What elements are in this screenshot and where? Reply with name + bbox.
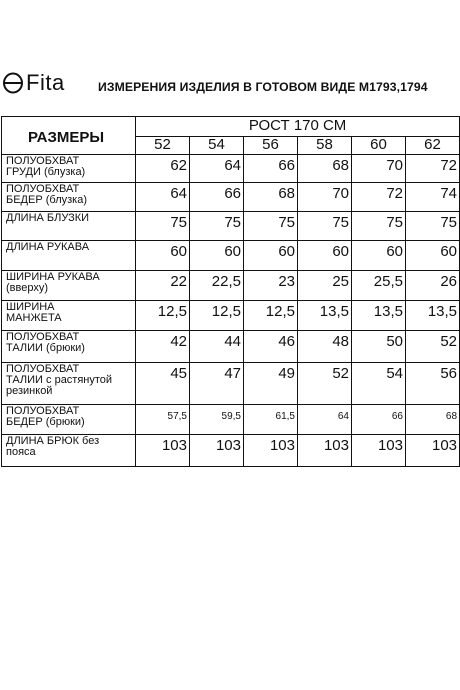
- value-cell: 68: [406, 405, 460, 435]
- header: [0, 70, 460, 100]
- value-cell: 47: [190, 363, 244, 405]
- value-cell: 60: [190, 241, 244, 271]
- value-cell: 64: [298, 405, 352, 435]
- value-cell: 64: [136, 183, 190, 212]
- size-number: 54: [190, 137, 244, 155]
- value-cell: 75: [406, 212, 460, 241]
- value-cell: 103: [244, 435, 298, 467]
- value-cell: 103: [190, 435, 244, 467]
- value-cell: 68: [298, 155, 352, 183]
- value-cell: 66: [352, 405, 406, 435]
- value-cell: 13,5: [406, 301, 460, 331]
- brand-logo: [2, 72, 65, 94]
- value-cell: 62: [136, 155, 190, 183]
- value-cell: 75: [244, 212, 298, 241]
- table-row: [2, 155, 460, 183]
- value-cell: 66: [190, 183, 244, 212]
- value-cell: 25,5: [352, 271, 406, 301]
- value-cell: 68: [244, 183, 298, 212]
- size-number: 56: [244, 137, 298, 155]
- value-cell: 74: [406, 183, 460, 212]
- value-cell: 75: [190, 212, 244, 241]
- value-cell: 22,5: [190, 271, 244, 301]
- value-cell: 103: [298, 435, 352, 467]
- value-cell: 13,5: [352, 301, 406, 331]
- value-cell: 72: [352, 183, 406, 212]
- size-number: 58: [298, 137, 352, 155]
- row-label: ПОЛУОБХВАТ ТАЛИИ (брюки): [2, 331, 136, 363]
- value-cell: 75: [298, 212, 352, 241]
- value-cell: 26: [406, 271, 460, 301]
- table-row: [2, 405, 460, 435]
- size-number: 52: [136, 137, 190, 155]
- value-cell: 103: [352, 435, 406, 467]
- value-cell: 22: [136, 271, 190, 301]
- row-label: ПОЛУОБХВАТ ГРУДИ (блузка): [2, 155, 136, 183]
- value-cell: 103: [406, 435, 460, 467]
- value-cell: 12,5: [190, 301, 244, 331]
- value-cell: 44: [190, 331, 244, 363]
- value-cell: 23: [244, 271, 298, 301]
- value-cell: 42: [136, 331, 190, 363]
- value-cell: 75: [136, 212, 190, 241]
- value-cell: 48: [298, 331, 352, 363]
- row-label: ДЛИНА БЛУЗКИ: [2, 212, 136, 241]
- value-cell: 52: [298, 363, 352, 405]
- growth-header: РОСТ 170 СМ: [136, 117, 460, 137]
- value-cell: 60: [136, 241, 190, 271]
- row-label: ШИРИНА РУКАВА (вверху): [2, 271, 136, 301]
- value-cell: 70: [352, 155, 406, 183]
- value-cell: 52: [406, 331, 460, 363]
- row-label: ДЛИНА БРЮК без пояса: [2, 435, 136, 467]
- sizes-header: РАЗМЕРЫ: [2, 117, 136, 155]
- value-cell: 60: [352, 241, 406, 271]
- table-row: [2, 435, 460, 467]
- row-label: ПОЛУОБХВАТ БЕДЕР (блузка): [2, 183, 136, 212]
- size-chart-table: [1, 116, 460, 467]
- value-cell: 60: [406, 241, 460, 271]
- value-cell: 72: [406, 155, 460, 183]
- value-cell: 59,5: [190, 405, 244, 435]
- table-row: [2, 271, 460, 301]
- value-cell: 49: [244, 363, 298, 405]
- value-cell: 60: [244, 241, 298, 271]
- row-label: ПОЛУОБХВАТ ТАЛИИ с растянутой резинкой: [2, 363, 136, 405]
- table-row: [2, 241, 460, 271]
- value-cell: 45: [136, 363, 190, 405]
- table-row: [2, 183, 460, 212]
- value-cell: 64: [190, 155, 244, 183]
- size-number: 60: [352, 137, 406, 155]
- document-title: ИЗМЕРЕНИЯ ИЗДЕЛИЯ В ГОТОВОМ ВИДЕ М1793,1794: [98, 80, 428, 94]
- value-cell: 57,5: [136, 405, 190, 435]
- size-number: 62: [406, 137, 460, 155]
- table-row: [2, 301, 460, 331]
- value-cell: 54: [352, 363, 406, 405]
- row-label: ДЛИНА РУКАВА: [2, 241, 136, 271]
- table-row: [2, 363, 460, 405]
- value-cell: 12,5: [244, 301, 298, 331]
- value-cell: 75: [352, 212, 406, 241]
- value-cell: 70: [298, 183, 352, 212]
- value-cell: 13,5: [298, 301, 352, 331]
- value-cell: 103: [136, 435, 190, 467]
- row-label: ПОЛУОБХВАТ БЕДЕР (брюки): [2, 405, 136, 435]
- size-chart-body: [2, 117, 460, 467]
- value-cell: 46: [244, 331, 298, 363]
- brand-name: Fita: [26, 70, 65, 95]
- table-row: [2, 212, 460, 241]
- value-cell: 25: [298, 271, 352, 301]
- row-label: ШИРИНА МАНЖЕТА: [2, 301, 136, 331]
- table-row: [2, 331, 460, 363]
- fita-logo-icon: [2, 72, 24, 94]
- value-cell: 50: [352, 331, 406, 363]
- value-cell: 61,5: [244, 405, 298, 435]
- value-cell: 56: [406, 363, 460, 405]
- value-cell: 60: [298, 241, 352, 271]
- value-cell: 12,5: [136, 301, 190, 331]
- value-cell: 66: [244, 155, 298, 183]
